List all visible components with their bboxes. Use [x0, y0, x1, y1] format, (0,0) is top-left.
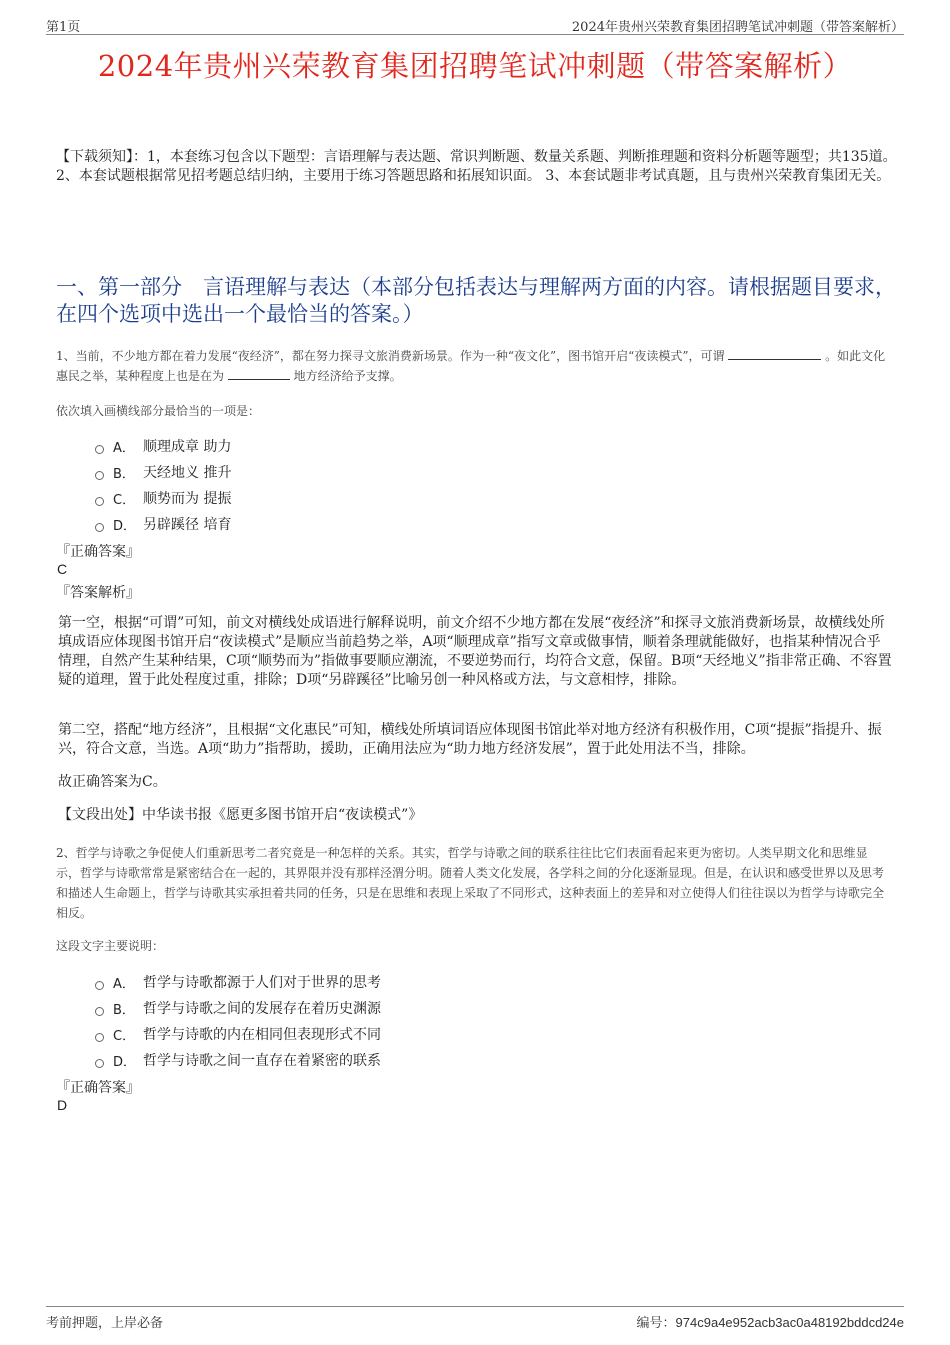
radio-icon[interactable] [95, 1059, 104, 1068]
question-1-options [95, 433, 231, 537]
option-d[interactable]: D． 哲学与诗歌之间一直存在着紧密的联系 [95, 1047, 381, 1073]
question-1-stem-part-a: 1、当前，不少地方都在着力发展“夜经济”，都在努力探寻文旅消费新场景。作为一种“夜文化”，图书馆开启“夜读模式”，可谓 [56, 349, 725, 363]
correct-answer-label: 『正确答案』 [56, 1080, 140, 1096]
document-code-label: 编号： [636, 1316, 676, 1331]
page-number: 第1页 [46, 20, 81, 35]
document-code [637, 1312, 904, 1331]
option-text: 另辟蹊径 培育 [143, 517, 232, 533]
correct-answer: D [57, 1097, 68, 1113]
option-a[interactable]: A． 哲学与诗歌都源于人们对于世界的思考 [95, 969, 381, 995]
radio-icon[interactable] [95, 523, 104, 532]
option-text: 哲学与诗歌的内在相同但表现形式不同 [143, 1027, 381, 1043]
question-1-stem-part-b: 。如此文化惠民之举，某种程度上也是在为 [56, 349, 886, 383]
analysis-label: 『答案解析』 [56, 585, 140, 601]
analysis-paragraph-2: 第二空，搭配“地方经济”，且根据“文化惠民”可知，横线处所填词语应体现图书馆此举对地方经济有积极作用，C项“提振”指提升、振兴，符合文意，当选。A项“助力”指帮助，援助，正确用法应为“助力地方经济发展”，置于此处用法不当，排除。 [58, 722, 882, 757]
radio-icon[interactable] [95, 1007, 104, 1016]
document-code-value: 974c9a4e952acb3ac0a48192bddcd24e [675, 1315, 904, 1330]
analysis-conclusion: 故正确答案为C。 [58, 774, 167, 790]
question-1-prompt: 依次填入画横线部分最恰当的一项是： [56, 404, 261, 418]
radio-icon[interactable] [95, 471, 104, 480]
analysis-paragraph-1: 第一空，根据“可谓”可知，前文对横线处成语进行解释说明，前文介绍不少地方都在发展“夜经济”和探寻文旅消费新场景，故横线处所填成语应体现图书馆开启“夜读模式”是顺应当前趋势之举，A项“顺理成章”指写文章或做事情，顺着条理就能做好，也指某种情况合乎情理，自然产生某种结果，C项“顺势而为”指做事要顺应潮流，不要逆势而行，均符合文意，保留。B项“天经地义”指非常正确、不容置疑的道理，置于此处程度过重，排除；D项“另辟蹊径”比喻另创一种风格或方法，与文意相悖，排除。 [58, 615, 892, 688]
radio-icon[interactable] [95, 1033, 104, 1042]
question-1-stem-part-c: 地方经济给予支撑。 [293, 369, 402, 383]
radio-icon[interactable] [95, 445, 104, 454]
answer-blank-1 [728, 347, 821, 360]
radio-icon[interactable] [95, 497, 104, 506]
question-2-options [95, 969, 381, 1073]
option-text: 顺势而为 提振 [143, 491, 232, 507]
option-c[interactable]: C． 哲学与诗歌的内在相同但表现形式不同 [95, 1021, 381, 1047]
option-d[interactable]: D． 另辟蹊径 培育 [95, 511, 231, 537]
question-2-prompt: 这段文字主要说明： [56, 939, 165, 953]
option-a[interactable]: A． 顺理成章 助力 [95, 433, 231, 459]
radio-icon[interactable] [95, 981, 104, 990]
option-text: 哲学与诗歌都源于人们对于世界的思考 [143, 975, 381, 991]
answer-blank-2 [228, 367, 290, 380]
option-b[interactable]: B． 天经地义 推升 [95, 459, 231, 485]
option-b[interactable]: B． 哲学与诗歌之间的发展存在着历史渊源 [95, 995, 381, 1021]
option-text: 顺理成章 助力 [143, 439, 232, 455]
option-c[interactable]: C． 顺势而为 提振 [95, 485, 231, 511]
option-text: 哲学与诗歌之间的发展存在着历史渊源 [143, 1001, 381, 1017]
option-text: 天经地义 推升 [143, 465, 232, 481]
page-header [46, 14, 904, 35]
question-1-stem [56, 346, 890, 386]
footer-slogan: 考前押题，上岸必备 [46, 1316, 164, 1331]
section-heading: 一、第一部分 言语理解与表达（本部分包括表达与理解两方面的内容。请根据题目要求，在四个选项中选出一个最恰当的答案。） [56, 275, 896, 326]
header-doc-title: 2024年贵州兴荣教育集团招聘笔试冲刺题（带答案解析） [571, 20, 904, 35]
page-footer [46, 1306, 904, 1329]
correct-answer-label: 『正确答案』 [56, 544, 140, 560]
question-2-stem: 2、哲学与诗歌之争促使人们重新思考二者究竟是一种怎样的关系。其实，哲学与诗歌之间的联系往往比它们表面看起来更为密切。人类早期文化和思维显示，哲学与诗歌常常是紧密结合在一起的，其界限并没有那样泾渭分明。随着人类文化发展，各学科之间的分化逐渐显现。但是，在认识和感受世界以及思考和描述人生命题上，哲学与诗歌其实承担着共同的任务，只是在思维和表现上采取了不同形式，这种表面上的差异和对立使得人们往往误以为哲学与诗歌完全相反。 [56, 846, 885, 920]
download-notice: 【下载须知】：1，本套练习包含以下题型：言语理解与表达题、常识判断题、数量关系题、判断推理题和资料分析题等题型；共135道。 2、本套试题根据常见招考题总结归纳，主要用于练习答题思路和拓展知识面。 3、本套试题非考试真题，且与贵州兴荣教育集团无关。 [56, 149, 897, 184]
correct-answer: C [57, 561, 68, 577]
option-text: 哲学与诗歌之间一直存在着紧密的联系 [143, 1053, 381, 1069]
document-title: 2024年贵州兴荣教育集团招聘笔试冲刺题（带答案解析） [97, 49, 853, 83]
source-citation: 【文段出处】中华读书报《愿更多图书馆开启“夜读模式”》 [58, 807, 423, 823]
